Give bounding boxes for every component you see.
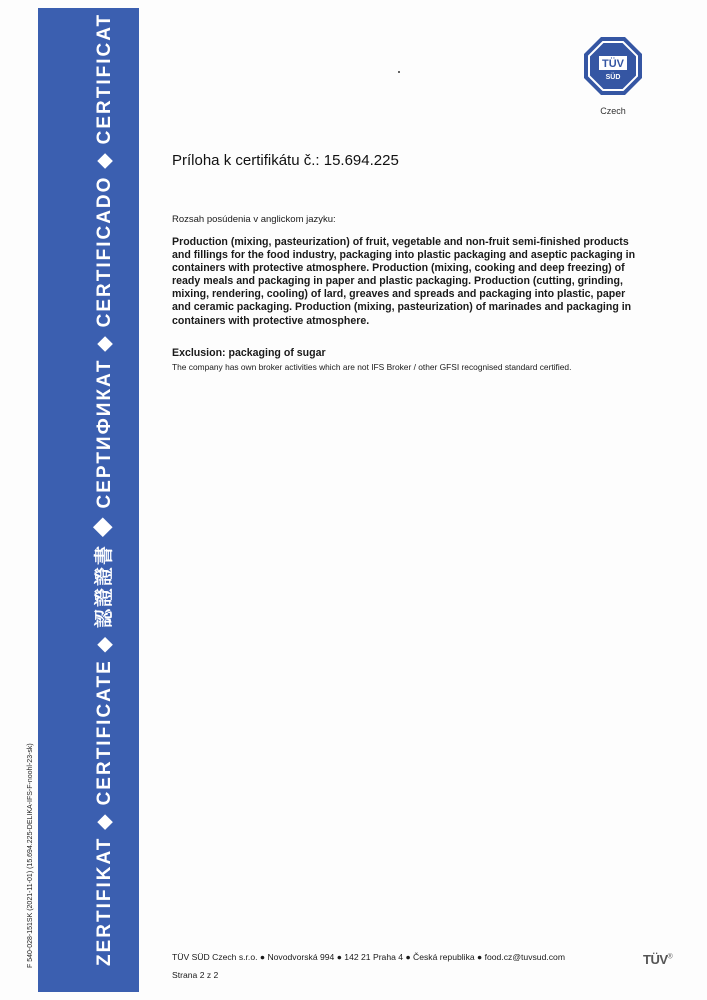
page-number: Strana 2 z 2 — [172, 970, 219, 980]
logo-brand: TÜV — [602, 58, 624, 70]
scope-text: Production (mixing, pasteurization) of fruit, vegetable and non-fruit semi-finished products and fillings for the food industry, packaging into plastic packaging and aseptic packaging in containers with protective atmosphere. Production (mixing, cooking and deep freezing) of ready meals and packaging in paper and plastic packaging. Production (cutting, grinding, mixing, rendering, cooling) of lard, greaves and spreads and packaging into plastic, paper and ceramic packaging. Production (mixing, pasteurization) of marinades and packaging in containers with protective atmosphere. — [172, 236, 636, 327]
registered-mark: ® — [667, 953, 673, 961]
stray-mark — [398, 71, 400, 73]
side-band-text: ZERTIFIKAT ◆ CERTIFICATE ◆ 認證證書 ◆ СЕРТИФИКАТ ◆ CERTIFICADO ◆ CERTIFICAT — [94, 12, 115, 966]
broker-note: The company has own broker activities which are not IFS Broker / other GFSI recognised standard certified. — [172, 362, 572, 372]
footer-tuv-logo-icon — [643, 952, 672, 967]
logo-sub: SÜD — [605, 74, 621, 81]
form-code: F 540-028-151SK (2021-11-01) (15.694.225-DELIKA-IFS-F-noohl-23-sk) — [27, 743, 34, 968]
footer-address: TÜV SÜD Czech s.r.o. ● Novodvorská 994 ● 142 21 Praha 4 ● Česká republika ● food.cz@tuvsud.com — [172, 952, 565, 962]
page-title: Príloha k certifikátu č.: 15.694.225 — [172, 152, 399, 169]
mini-logo-text: TÜV — [643, 952, 668, 967]
logo-caption: Czech — [600, 106, 626, 116]
exclusion-text: Exclusion: packaging of sugar — [172, 347, 326, 359]
tuv-sud-logo-icon — [583, 36, 643, 96]
scope-intro: Rozsah posúdenia v anglickom jazyku: — [172, 214, 336, 225]
